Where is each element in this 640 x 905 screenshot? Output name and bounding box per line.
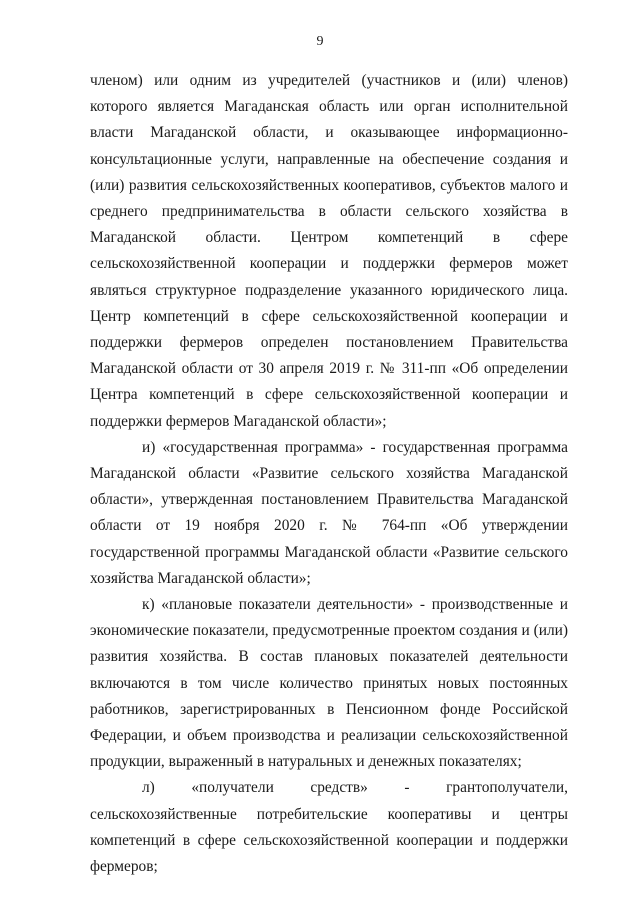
page-number: 9	[316, 34, 324, 49]
paragraph-item-k: к) «плановые показатели деятельности» - производственные и экономические показатели, предусмотренные проектом создания и (или) развития хозяйства. В состав плановых показателей деятельности включаются в том числе количество принятых новых постоянных работников, зарегистрированных в Пенсионном фонде Российской Федерации, и объем производства и реализации сельскохозяйственной продукции, выраженный в натуральных и денежных показателях;	[90, 596, 568, 771]
document-body	[90, 68, 568, 880]
paragraph-continuation: членом) или одним из учредителей (участников и (или) членов) которого является Магаданская область или орган исполнительной власти Магаданской области, и оказывающее информационно-консультационные услуги, направленные на обеспечение создания и (или) развития сельскохозяйственных кооперативов, субъектов малого и среднего предпринимательства в области сельского хозяйства в Магаданской области. Центром компетенций в сфере сельскохозяйственной кооперации и поддержки фермеров может являться структурное подразделение указанного юридического лица. Центр компетенций в сфере сельскохозяйственной кооперации и поддержки фермеров определен постановлением Правительства Магаданской области от 30 апреля 2019 г. № 311-пп «Об определении Центра компетенций в сфере сельскохозяйственной кооперации и поддержки фермеров Магаданской области»;	[90, 72, 568, 430]
paragraph-item-l: л) «получатели средств» - грантополучатели, сельскохозяйственные потребительские кооперативы и центры компетенций в сфере сельскохозяйственной кооперации и поддержки фермеров;	[90, 779, 568, 876]
paragraph-item-i: и) «государственная программа» - государственная программа Магаданской области «Развитие сельского хозяйства Магаданской области», утвержденная постановлением Правительства Магаданской области от 19 ноября 2020 г. № 764-пп «Об утверждении государственной программы Магаданской области «Развитие сельского хозяйства Магаданской области»;	[90, 438, 568, 587]
